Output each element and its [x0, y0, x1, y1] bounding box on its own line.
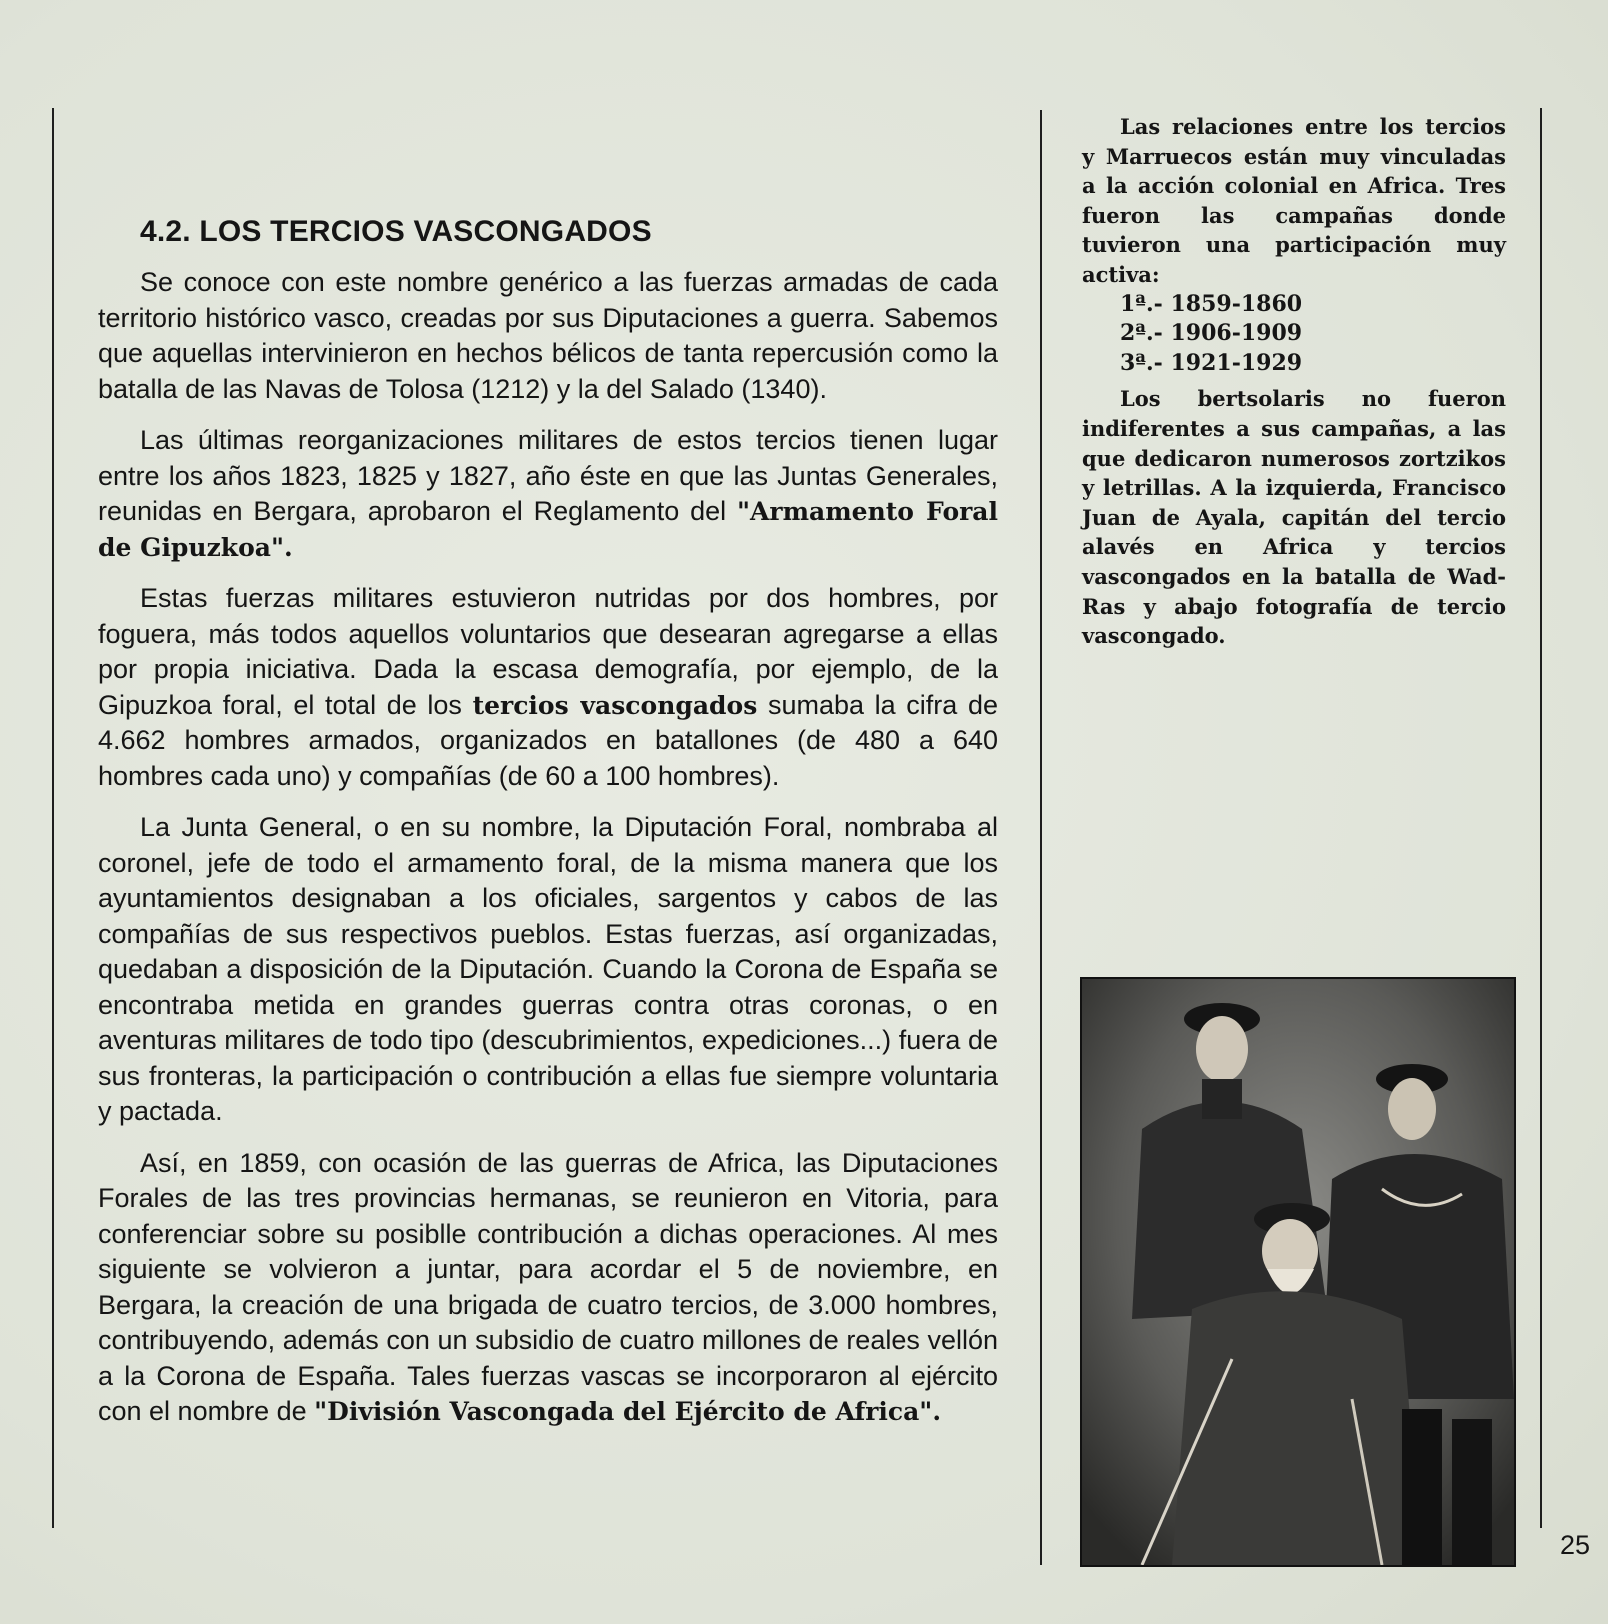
paragraph-3-text-a: Estas fuerzas militares estuvieron nutridas por dos hombres, por foguera, más todos aquellos voluntarios que desearan agregarse a ellas por propia iniciativa. Dada la escasa demografía, por ejemplo, de la Gipuzkoa foral, el total de los	[98, 583, 998, 720]
right-rule	[1540, 108, 1542, 1528]
paragraph-1: Se conoce con este nombre genérico a las fuerzas armadas de cada territorio histórico vasco, creadas por sus Diputaciones a guerra. Sabemos que aquellas intervinieron en hechos bélicos de tanta repercusión como la batalla de las Navas de Tolosa (1212) y la del Salado (1340).	[98, 267, 998, 404]
paragraph-3	[98, 581, 998, 794]
paragraph-2	[98, 423, 998, 565]
campaign-item: 1ª.- 1859-1860	[1120, 290, 1303, 317]
section-heading: 4.2. LOS TERCIOS VASCONGADOS	[140, 215, 652, 248]
paragraph-3-text-b: sumaba la cifra de 4.662 hombres armados, organizados en batallones (de 480 a 640 hombres cada uno) y compañías (de 60 a 100 hombres).	[98, 689, 998, 791]
paragraph-5-text: Así, en 1859, con ocasión de las guerras de Africa, las Diputaciones Forales de las tres provincias hermanas, se reunieron en Vitoria, para conferenciar sobre su posiblle contribución a dichas operaciones. Al mes siguiente se volvieron a juntar, para acordar el 5 de noviembre, en Bergara, la creación de una brigada de cuatro tercios, de 3.000 hombres, contribuyendo, además con un subsidio de cuatro millones de reales vellón a la Corona de España. Tales fuerzas vascas se incorporaron al ejército con el nombre de	[98, 1147, 998, 1426]
paragraph-2-bold: "Armamento Foral de Gipuzkoa".	[98, 497, 998, 562]
sidebar-intro: Las relaciones entre los tercios y Marruecos están muy vinculadas a la acción colonial en Africa. Tres fueron las campañas donde tuvieron una participación muy activa:	[1082, 114, 1506, 287]
sidebar	[1082, 112, 1506, 651]
paragraph-2-text: Las últimas reorganizaciones militares de estos tercios tienen lugar entre los años 1823, 1825 y 1827, año éste en que las Juntas Generales, reunidas en Bergara, aprobaron el Reglamento del	[98, 425, 998, 526]
left-rule	[52, 108, 54, 1528]
campaign-list	[1082, 290, 1506, 379]
photo-illustration	[1082, 979, 1514, 1565]
page-number: 25	[1560, 1530, 1591, 1560]
paragraph-3-bold: tercios vascongados	[472, 690, 758, 720]
main-column	[98, 215, 998, 1446]
paragraph-5-bold: "División Vascongada del Ejército de Africa".	[314, 1397, 942, 1426]
sidebar-caption: Los bertsolaris no fueron indiferentes a sus campañas, a las que dedicaron numerosos zortzikos y letrillas. A la izquierda, Francisco Juan de Ayala, capitán del tercio alavés en Africa y tercios vascongados en la batalla de Wad-Ras y abajo fotografía de tercio vascongado.	[1082, 386, 1506, 649]
historical-photo	[1080, 977, 1516, 1567]
campaign-item: 2ª.- 1906-1909	[1120, 320, 1303, 347]
paragraph-5	[98, 1146, 998, 1430]
campaign-item: 3ª.- 1921-1929	[1120, 349, 1303, 376]
column-divider	[1040, 110, 1042, 1565]
paragraph-4: La Junta General, o en su nombre, la Diputación Foral, nombraba al coronel, jefe de todo el armamento foral, de la misma manera que los ayuntamientos designaban a los oficiales, sargentos y cabos de las compañías de sus respectivos pueblos. Estas fuerzas, así organizadas, quedaban a disposición de la Diputación. Cuando la Corona de España se encontraba metida en grandes guerras contra otras coronas, o en aventuras militares de todo tipo (descubrimientos, expediciones...) fuera de sus fronteras, la participación o contribución a ellas fue siempre voluntaria y pactada.	[98, 812, 998, 1126]
